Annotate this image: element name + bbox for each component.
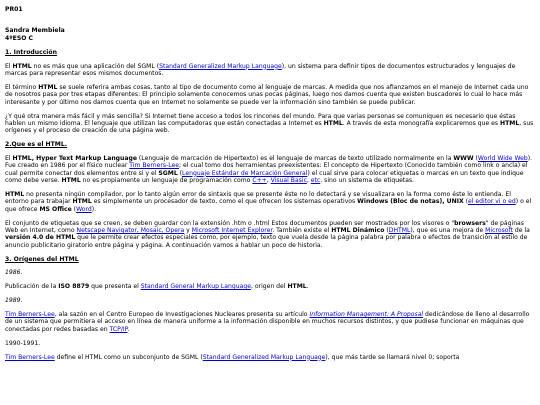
link-tim-berners-lee[interactable]: Tim Berners-Lee	[129, 162, 180, 170]
link-dhtml[interactable]: DHTML	[388, 227, 411, 235]
year-1986: 1986.	[5, 269, 23, 277]
section-heading-origins: 3. Orígenes del HTML	[5, 255, 79, 263]
link-browsers[interactable]: Netscape Navigator, Mosaic, Opera	[76, 227, 185, 235]
link-www[interactable]: World Wide Web	[477, 154, 528, 162]
year-1990-1991: 1990-1991.	[5, 339, 41, 347]
link-internet-explorer[interactable]: Microsoft Internet Explorer	[191, 227, 273, 235]
link-tcp-ip[interactable]: TCP/IP	[109, 325, 128, 333]
link-standard-general[interactable]: Standard General Markup Language	[140, 283, 251, 291]
author-block	[5, 27, 535, 42]
paragraph-origins-1: Publicación de la ISO 8879 que presenta el Standard General Markup Language, origen del HTML.	[5, 283, 309, 291]
link-tim-berners-lee-2[interactable]: Tim Berners-Lee	[5, 310, 55, 318]
link-sgml[interactable]: Standard Generalized Markup Language	[159, 62, 282, 70]
link-standard-generalized[interactable]: Standard Generalized Markup Language	[202, 353, 326, 361]
paragraph-what-2: HTML no presenta ningún compilador, por lo tanto algún error de sintaxis que se presente éste no lo detectará y se visualizara en la forma como éste lo entienda. El entorno para trabajar HTML es simplemente un procesador de texto, como el que ofrecen los sistemas operativos Windows (Bloc de notas), UNIX (el editor vi o ed) o el que ofrece MS Office (Word).	[5, 190, 532, 213]
doc-id: PR01	[5, 6, 23, 13]
link-information-management[interactable]: Information Management: A Proposal	[309, 310, 424, 318]
author-name: Sandra Membiela	[5, 27, 65, 35]
link-lenguaje-estandar[interactable]: Lenguaje Estándar de Marcación General	[182, 169, 308, 177]
paragraph-what-1: El HTML, Hyper Text Markup Language (Lenguaje de marcación de Hipertexto) es el lenguaje de marcas de texto utilizado normalmente en la WWW (World Wide Web). Fue creado en 1986 por el físico nuclear Tim Berners-Lee; el cual tomo dos herramientas preexistentes: El concepto de Hipertexto (Conocido también como link o ancla) el cual permite conectar dos elementos entre si y el SGML (Lenguaje Estándar de Marcación General) el cual sirve para colocar etiquetas o marcas en un texto que indique como debe verse. HTML no es propiamente un lenguaje de programación como C++, Visual Basic, etc. sino un sistema de etiquetas.	[5, 154, 533, 184]
link-tim-berners-lee-3[interactable]: Tim Berners-Lee	[5, 353, 55, 361]
link-visual-basic[interactable]: Visual Basic	[270, 177, 307, 184]
link-etc[interactable]: etc	[310, 177, 321, 184]
paragraph-intro-3: ¿Y qué otra manera más fácil y más sencilla? Si Internet tiene acceso a todos los rincones del mundo. Para que varias personas se comuniquen es necesario que éstas hablen un mismo idioma. El lenguaje que utilizan las computadoras que están conectadas a Internet es HTML. A través de esta monografía explicaremos que es HTML, sus orígenes y el proceso de creación de una página web.	[5, 112, 534, 135]
paragraph-intro-2: El término HTML se suele referira ambas cosas, tanto al tipo de documento como al lenguaje de marcas. A medida que nos afianzamos en el manejo de Internet cada uno de nosotros pasa por tres etapas diferentes: El principio solamente conocemos unas pocas páginas, luego nos damos cuenta que existen buscadores lo cual lo hace más interesante y por último nos damos cuenta que en Internet no solamente se puede ver la información sino también se puede publicar.	[5, 83, 529, 106]
paragraph-origins-2: Tim Berners-Lee, ala sazón en el Centro Europeo de Investigaciones Nucleares presenta su artículo Information Management: A Proposal dedicándose de lleno al desarrollo de un sistema que permitiera el acceso en línea de manera uniforme a la información disponible en muchos recursos distintos, y que pudiese funcionar en máquinas que conectadas por redes basadas en TCP/IP.	[5, 310, 530, 333]
section-heading-what: 2.Que es el HTML.	[5, 141, 68, 149]
link-cpp[interactable]: C++	[252, 177, 267, 184]
section-heading-intro: 1. Introducción	[5, 49, 57, 57]
paragraph-what-3: El conjunto de etiquetas que se creen, se deben guardar con la extensión .htm o .html Estos documentos pueden ser mostrados por los visores o "browsers" de páginas Web en Internet, como Netscape Navigator, Mosaic, Opera y Microsoft Internet Explorer. También existe el HTML Dinámico (DHTML), que es una mejora de Microsoft de la versión 4.0 de HTML que le permite crear efectos especiales como, por ejemplo, texto que vuela desde la página palabra por palabra o efectos de transición al estilo de anuncio publicitario giratorio entre página y página. A continuación vamos a hablar un poco de historia.	[5, 219, 530, 249]
author-course: 4ºESO C	[5, 34, 34, 42]
link-microsoft[interactable]: Microsoft	[485, 227, 513, 235]
paragraph-intro-1: El HTML no es más que una aplicación del SGML (Standard Generalized Markup Language), un sistema para definir tipos de documentos estructurados y lenguajes de marcas para representar esos mismos documentos.	[5, 62, 516, 78]
paragraph-origins-3: Tim Berners-Lee define el HTML como un subconjunto de SGML (Standard Generalized Markup Language), que más tarde se llamará nivel 0; soporta	[5, 353, 460, 361]
link-editor-vi[interactable]: el editor vi o ed	[468, 198, 516, 206]
year-1989: 1989.	[5, 296, 23, 304]
link-word[interactable]: Word	[76, 205, 92, 213]
